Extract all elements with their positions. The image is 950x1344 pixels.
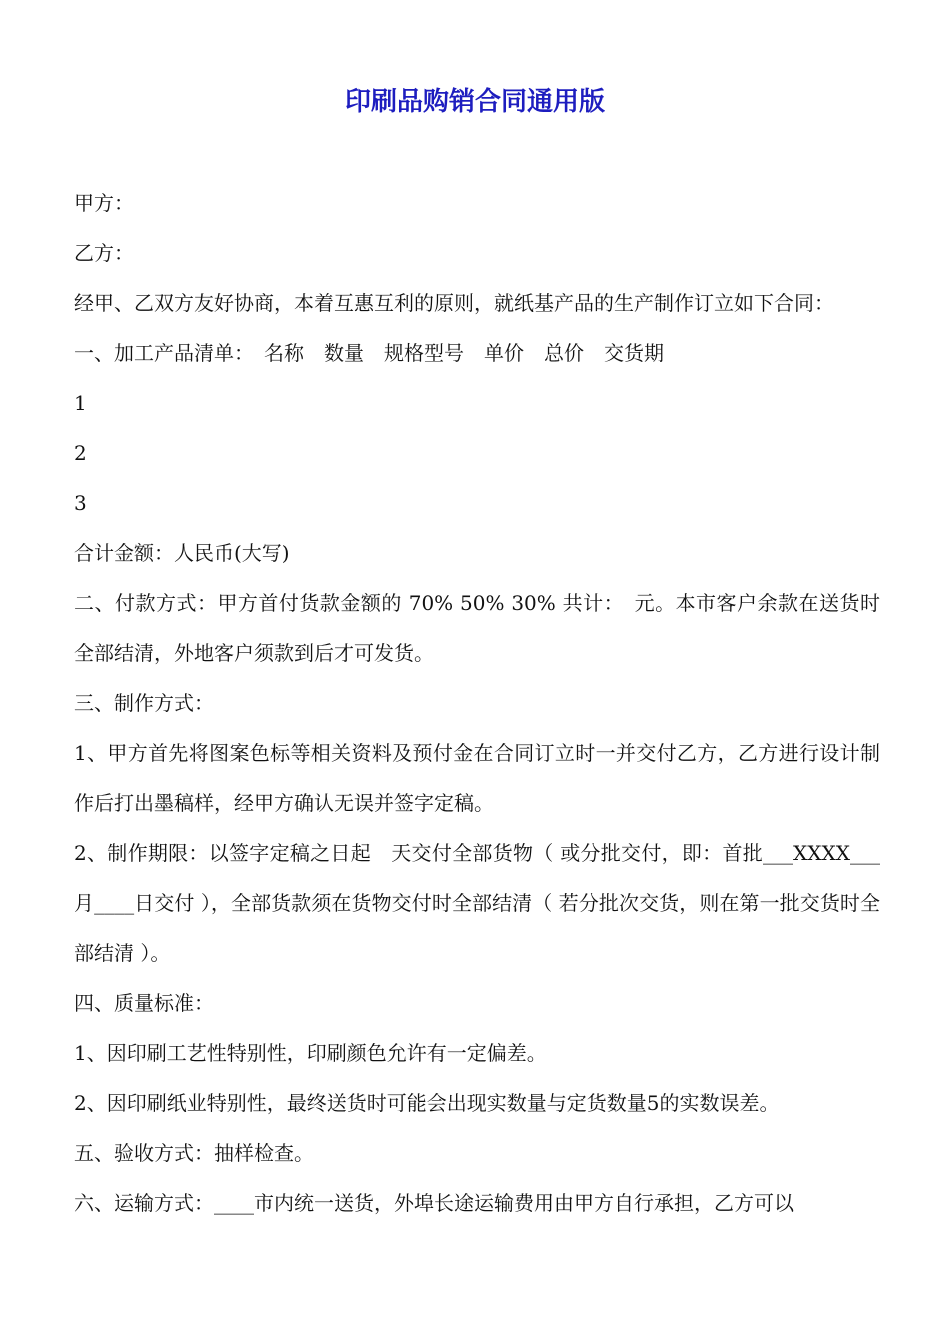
section-4-heading: 四、质量标准： xyxy=(74,991,214,1015)
product-row-2: 2 xyxy=(74,441,87,465)
document-title: 印刷品购销合同通用版 xyxy=(344,87,605,117)
section-3-heading: 三、制作方式： xyxy=(74,691,214,715)
product-row-3: 3 xyxy=(74,491,87,515)
party-a-line: 甲方： xyxy=(74,191,134,215)
total-amount-line: 合计金额：人民币(大写) xyxy=(74,541,290,565)
section-4-clause-1: 1、因印刷工艺性特别性，印刷颜色允许有一定偏差。 xyxy=(74,1041,547,1065)
section-3-clause-1: 1、甲方首先将图案色标等相关资料及预付金在合同订立时一并交付乙方，乙方进行设计制作后打出墨稿样，经甲方确认无误并签字定稿。 xyxy=(74,741,880,815)
section-1-product-list-heading: 一、加工产品清单： 名称 数量 规格型号 单价 总价 交货期 xyxy=(74,341,664,365)
party-b-line: 乙方： xyxy=(74,241,134,265)
product-row-1: 1 xyxy=(74,391,87,415)
section-3-clause-2: 2、制作期限：以签字定稿之日起 天交付全部货物（ 或分批交付，即：首批___XXXX___月____日交付 ），全部货款须在货物交付时全部结清（ 若分批次交货，则在第一批交货时全部结清 ）。 xyxy=(74,841,880,965)
section-2-payment: 二、付款方式：甲方首付货款金额的 70% 50% 30% 共计： 元。本市客户余款在送货时全部结清，外地客户须款到后才可发货。 xyxy=(74,591,880,665)
section-5-acceptance: 五、验收方式：抽样检查。 xyxy=(74,1141,314,1165)
section-6-transport: 六、运输方式：____市内统一送货，外埠长途运输费用由甲方自行承担，乙方可以 xyxy=(74,1191,794,1215)
document-body xyxy=(74,178,880,1228)
section-4-clause-2: 2、因印刷纸业特别性，最终送货时可能会出现实数量与定货数量5的实数误差。 xyxy=(74,1091,780,1115)
preamble-paragraph: 经甲、乙双方友好协商，本着互惠互利的原则，就纸基产品的生产制作订立如下合同： xyxy=(74,291,834,315)
